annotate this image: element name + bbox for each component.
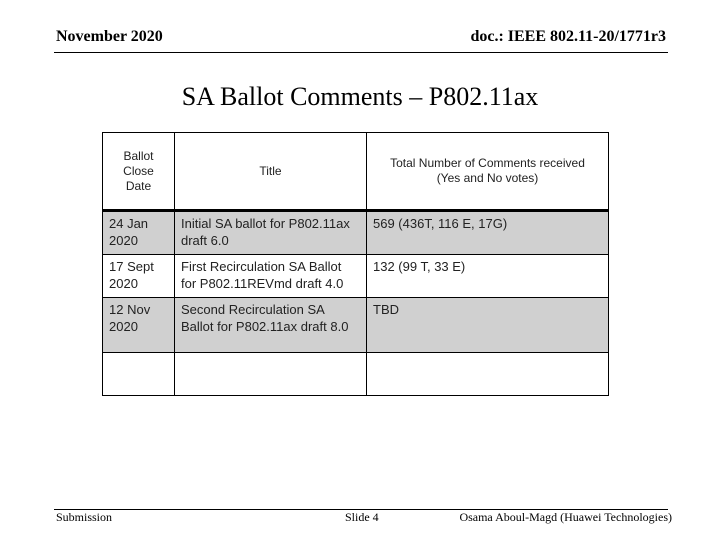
table-row	[103, 298, 609, 353]
footer-slide-number: Slide 4	[345, 510, 379, 524]
cell-close-date: 12 Nov 2020	[103, 298, 175, 353]
cell-title: First Recirculation SA Ballot for P802.11REVmd draft 4.0	[175, 255, 367, 298]
cell-comments: TBD	[367, 298, 609, 353]
column-header-title: Title	[175, 133, 367, 211]
cell-title: Initial SA ballot for P802.11ax draft 6.0	[175, 211, 367, 255]
table-row	[103, 211, 609, 255]
cell-comments	[367, 353, 609, 396]
column-header-total-comments: Total Number of Comments received (Yes and No votes)	[367, 133, 609, 211]
cell-comments: 569 (436T, 116 E, 17G)	[367, 211, 609, 255]
table-row	[103, 255, 609, 298]
footer-author: Osama Aboul-Magd (Huawei Technologies)	[459, 510, 672, 524]
header-date: November 2020	[56, 28, 163, 45]
cell-title	[175, 353, 367, 396]
cell-title: Second Recirculation SA Ballot for P802.11ax draft 8.0	[175, 298, 367, 353]
table-row	[103, 353, 609, 396]
header-doc-id: doc.: IEEE 802.11-20/1771r3	[470, 28, 666, 45]
ballot-comments-table	[102, 132, 609, 396]
table-header-row	[103, 133, 609, 211]
slide-title: SA Ballot Comments – P802.11ax	[181, 82, 539, 111]
cell-comments: 132 (99 T, 33 E)	[367, 255, 609, 298]
footer-submission: Submission	[56, 510, 113, 524]
header-rule	[54, 52, 668, 53]
cell-close-date: 24 Jan 2020	[103, 211, 175, 255]
cell-close-date: 17 Sept 2020	[103, 255, 175, 298]
column-header-close-date: Ballot Close Date	[103, 133, 175, 211]
cell-close-date	[103, 353, 175, 396]
